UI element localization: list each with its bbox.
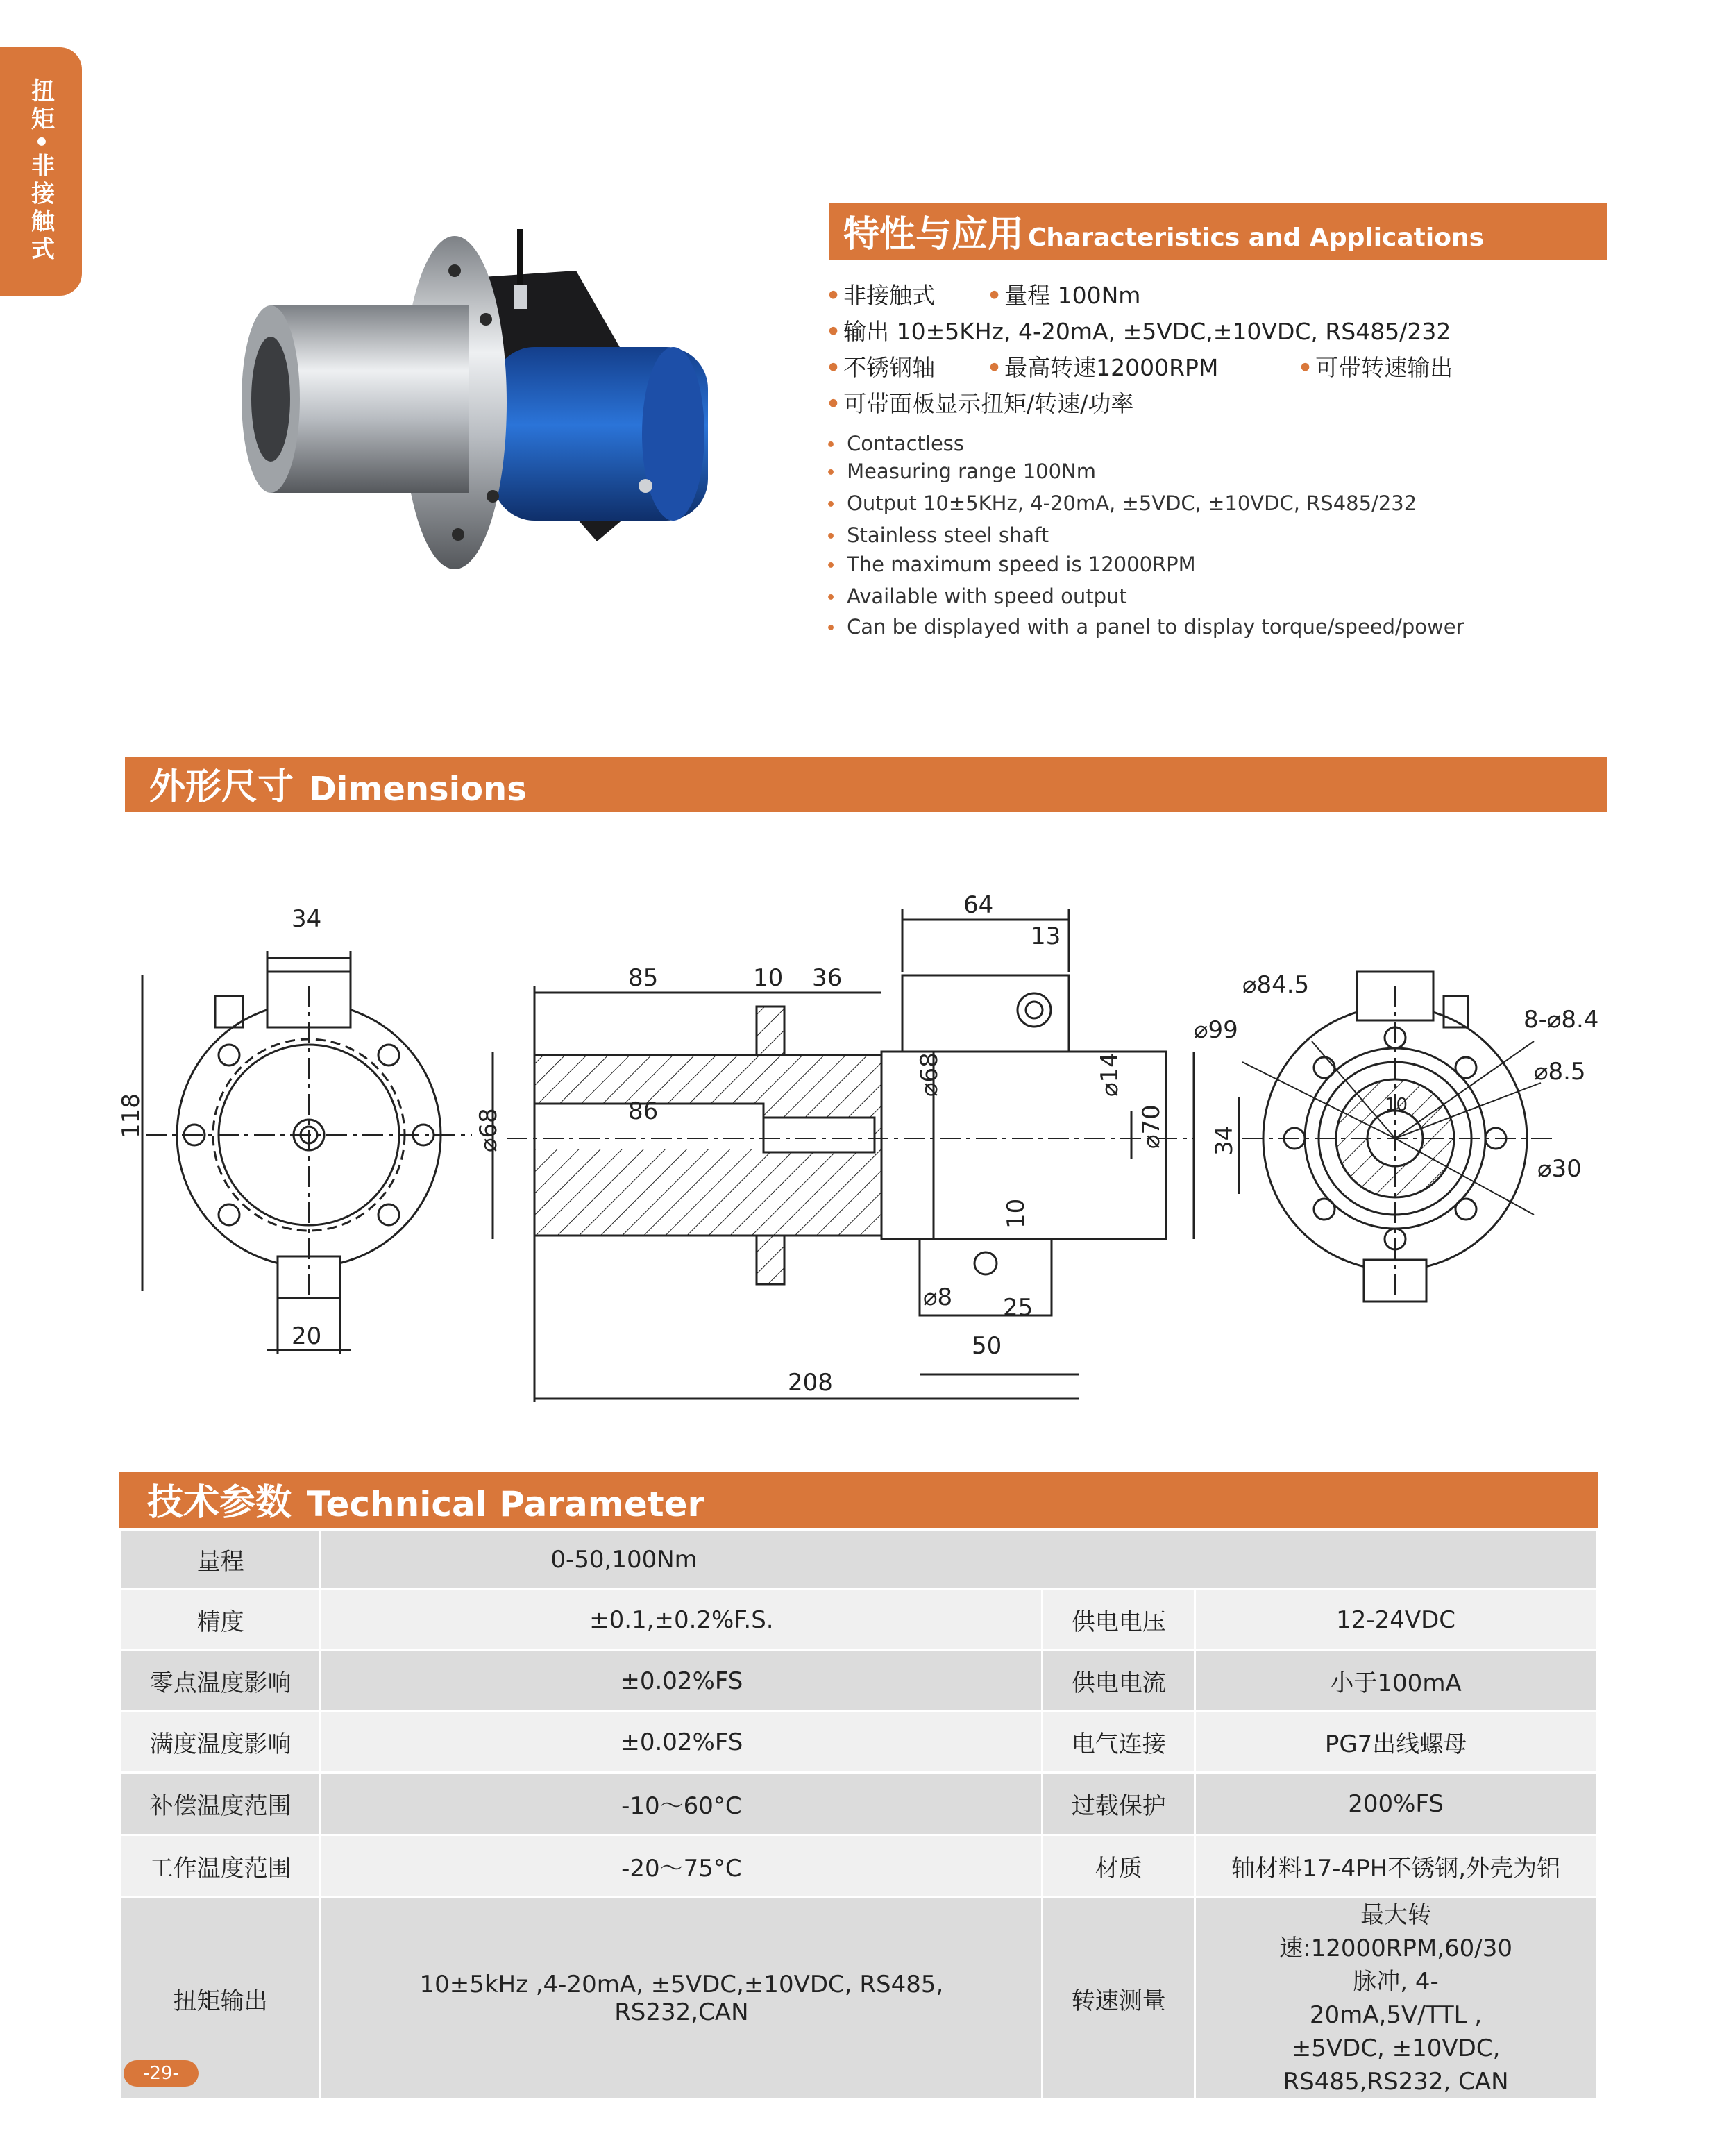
- characteristics-banner: [829, 203, 1607, 260]
- category-label: 扭矩•非接触式: [26, 78, 55, 264]
- category-side-tab: [0, 47, 82, 296]
- table-row: [121, 1898, 1597, 2100]
- left-end-view: [142, 951, 472, 1354]
- dim-68-b: ⌀68: [915, 1052, 943, 1097]
- section-view: [493, 909, 1194, 1402]
- param-label: 电气连接: [1043, 1712, 1195, 1773]
- feature-cn-item: • 量程 100Nm: [987, 282, 1141, 309]
- table-row: [121, 1835, 1597, 1898]
- product-photo: [187, 222, 743, 611]
- parameter-table: [119, 1528, 1598, 2100]
- feature-cn-item: • 输出 10±5KHz, 4-20mA, ±5VDC,±10VDC, RS485/232: [826, 318, 1451, 345]
- dim-70: ⌀70: [1138, 1104, 1165, 1149]
- feature-en-item: • Available with speed output: [826, 584, 1127, 608]
- dim-10-a: 10: [753, 964, 784, 992]
- param-value: 最大转速:12000RPM,60/30脉冲, 4-20mA,5V/TTL , ±5VDC, ±10VDC, RS485,RS232, CAN: [1195, 1898, 1597, 2100]
- param-value: ±0.1,±0.2%F.S.: [321, 1590, 1043, 1651]
- page-number: -29-: [124, 2060, 199, 2087]
- dim-8: ⌀8: [923, 1283, 953, 1311]
- dim-208: 208: [788, 1369, 833, 1397]
- dim-118: 118: [117, 1093, 145, 1138]
- param-label: 工作温度范围: [121, 1835, 321, 1898]
- dim-34-top: 34: [292, 905, 322, 933]
- feature-en-item: • Output 10±5KHz, 4-20mA, ±5VDC, ±10VDC, RS485/232: [826, 491, 1417, 515]
- dim-64: 64: [963, 891, 994, 919]
- right-end-view: [1239, 972, 1555, 1302]
- param-value: 0-50,100Nm: [321, 1530, 1597, 1590]
- feature-cn-item: • 可带面板显示扭矩/转速/功率: [826, 390, 1134, 417]
- feature-en-item: • Stainless steel shaft: [826, 523, 1049, 547]
- param-value: ±0.02%FS: [321, 1651, 1043, 1712]
- dim-86: 86: [628, 1097, 659, 1125]
- feature-cn-item: • 非接触式: [826, 282, 936, 309]
- param-value: 小于100mA: [1195, 1651, 1597, 1712]
- dim-68-a: ⌀68: [475, 1108, 503, 1152]
- technical-title-en: Technical Parameter: [307, 1484, 705, 1524]
- dim-10-c: 10: [1385, 1095, 1408, 1115]
- param-label: 过载保护: [1043, 1773, 1195, 1835]
- param-value: -20～75°C: [321, 1835, 1043, 1898]
- table-row: [121, 1530, 1597, 1590]
- dim-34-right: 34: [1210, 1125, 1238, 1156]
- dim-50: 50: [972, 1332, 1002, 1360]
- dim-14: ⌀14: [1096, 1052, 1124, 1097]
- feature-en-item: • Contactless: [826, 432, 965, 455]
- dim-25: 25: [1003, 1294, 1033, 1322]
- dim-84-5: ⌀84.5: [1242, 971, 1310, 999]
- param-label: 量程: [121, 1530, 321, 1590]
- dim-36: 36: [812, 964, 843, 992]
- dim-8-5: ⌀8.5: [1534, 1058, 1586, 1086]
- param-label: 供电电流: [1043, 1651, 1195, 1712]
- param-value: 12-24VDC: [1195, 1590, 1597, 1651]
- feature-cn-item: • 最高转速12000RPM: [987, 354, 1219, 381]
- characteristics-title-en: Characteristics and Applications: [1028, 224, 1485, 252]
- characteristics-title-cn: 特性与应用: [843, 214, 1024, 255]
- param-value: PG7出线螺母: [1195, 1712, 1597, 1773]
- param-value: 轴材料17-4PH不锈钢,外壳为铝: [1195, 1835, 1597, 1898]
- dimensions-banner: [125, 757, 1607, 812]
- param-label: 扭矩输出: [121, 1898, 321, 2100]
- param-label: 零点温度影响: [121, 1651, 321, 1712]
- dimensions-title-cn: 外形尺寸: [149, 766, 294, 808]
- param-label: 材质: [1043, 1835, 1195, 1898]
- dim-99: ⌀99: [1194, 1016, 1238, 1044]
- param-value: -10～60°C: [321, 1773, 1043, 1835]
- param-label: 精度: [121, 1590, 321, 1651]
- feature-en-item: • Measuring range 100Nm: [826, 460, 1097, 483]
- param-label: 补偿温度范围: [121, 1773, 321, 1835]
- dimension-drawing: [104, 868, 1617, 1423]
- table-row: [121, 1651, 1597, 1712]
- feature-list-cn: [826, 278, 1624, 422]
- param-label: 供电电压: [1043, 1590, 1195, 1651]
- param-value: 200%FS: [1195, 1773, 1597, 1835]
- table-row: [121, 1712, 1597, 1773]
- param-label: 满度温度影响: [121, 1712, 321, 1773]
- dimensions-title-en: Dimensions: [309, 770, 527, 809]
- dim-8-8-4: 8-⌀8.4: [1523, 1006, 1599, 1034]
- feature-en-item: • The maximum speed is 12000RPM: [826, 553, 1196, 576]
- feature-cn-item: • 不锈钢轴: [826, 354, 936, 381]
- param-label: 转速测量: [1043, 1898, 1195, 2100]
- dim-85: 85: [628, 964, 659, 992]
- feature-en-item: • Can be displayed with a panel to display torque/speed/power: [826, 615, 1464, 639]
- param-value: ±0.02%FS: [321, 1712, 1043, 1773]
- dim-13: 13: [1031, 923, 1061, 950]
- technical-banner: [119, 1472, 1598, 1528]
- feature-cn-item: • 可带转速输出: [1298, 354, 1453, 381]
- dim-30: ⌀30: [1537, 1155, 1582, 1183]
- table-row: [121, 1773, 1597, 1835]
- dim-20: 20: [292, 1322, 322, 1350]
- technical-title-cn: 技术参数: [147, 1482, 292, 1524]
- param-value: 10±5kHz ,4-20mA, ±5VDC,±10VDC, RS485, RS232,CAN: [321, 1898, 1043, 2100]
- table-row: [121, 1590, 1597, 1651]
- dim-10-b: 10: [1002, 1198, 1030, 1229]
